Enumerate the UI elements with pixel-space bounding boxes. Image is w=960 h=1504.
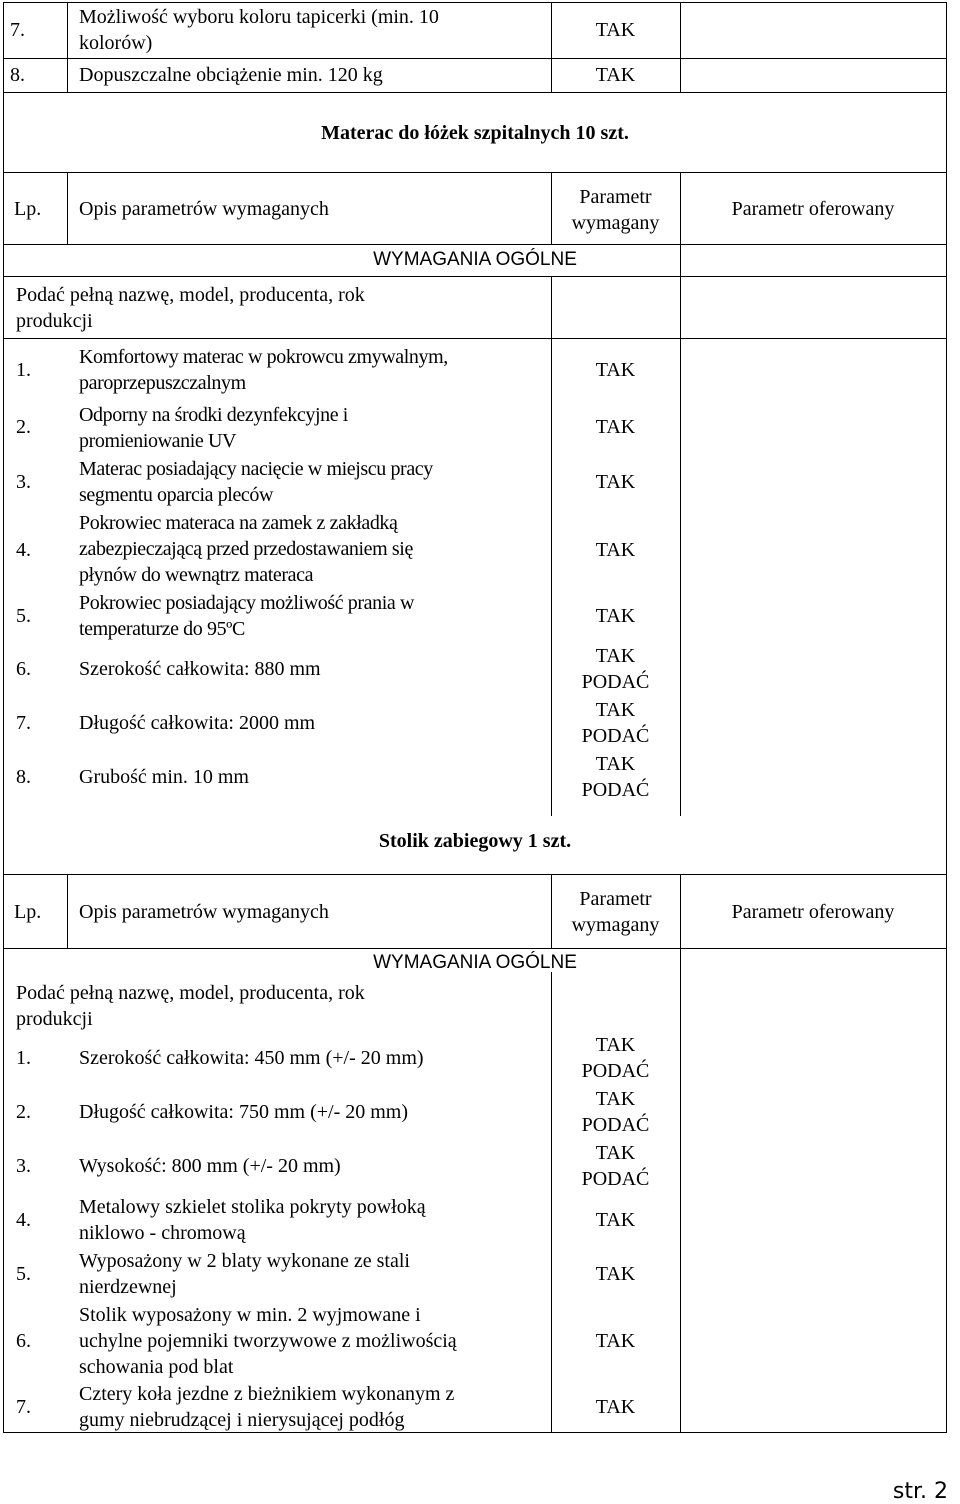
item-description: zabezpieczającą przed przedostawaniem się [79,538,413,560]
item-description: Grubość min. 10 mm [79,766,249,788]
item-description: Długość całkowita: 2000 mm [79,712,316,734]
general-requirements-heading: WYMAGANIA OGÓLNE [373,249,577,270]
item-number: 7. [16,712,31,734]
general-requirements-heading: WYMAGANIA OGÓLNE [373,952,577,973]
item-description: płynów do wewnątrz materaca [79,564,314,586]
header-lp: Lp. [14,198,42,220]
required-value: TAK [595,1396,636,1418]
header-required: wymagany [571,212,660,234]
required-value: TAK [595,645,636,667]
required-value: TAK [595,753,636,775]
required-value: TAK [595,1034,636,1056]
item-description: uchylne pojemniki tworzywowe z możliwością [79,1330,457,1352]
item-number: 3. [16,471,31,493]
name-model-prompt: produkcji [16,1008,93,1030]
item-description: Komfortowy materac w pokrowcu zmywalnym, [79,346,448,368]
item-number: 1. [16,1047,31,1069]
name-model-prompt: produkcji [16,310,93,332]
row-description: Dopuszczalne obciążenie min. 120 kg [79,64,383,86]
required-value: TAK [595,1209,636,1231]
row-description: Możliwość wyboru koloru tapicerki (min. 10 [79,6,439,28]
item-number: 5. [16,605,31,627]
item-description: Metalowy szkielet stolika pokryty powłoką [79,1196,426,1218]
required-value: TAK [595,416,636,438]
required-value: TAK [595,605,636,627]
item-number: 2. [16,1101,31,1123]
page-number: str. 2 [892,1479,948,1504]
row-description: kolorów) [79,32,153,54]
item-description: segmentu oparcia pleców [79,484,274,506]
item-number: 8. [16,766,31,788]
item-description: Szerokość całkowita: 450 mm (+/- 20 mm) [79,1047,424,1069]
required-value: PODAĆ [581,1060,650,1082]
item-description: Cztery koła jezdne z bieżnikiem wykonanym z [79,1383,455,1405]
required-value: PODAĆ [581,671,650,693]
name-model-prompt: Podać pełną nazwę, model, producenta, rok [16,982,365,1004]
item-description: schowania pod blat [79,1356,234,1378]
item-number: 6. [16,658,31,680]
item-description: Pokrowiec posiadający możliwość prania w [79,592,415,614]
header-lp: Lp. [14,901,42,923]
row-number: 8. [10,64,25,86]
item-number: 4. [16,539,31,561]
required-value: TAK [595,539,636,561]
item-description: Wyposażony w 2 blaty wykonane ze stali [79,1250,410,1272]
item-number: 5. [16,1263,31,1285]
header-offered: Parametr oferowany [731,901,895,923]
required-value: TAK [595,1088,636,1110]
header-required: Parametr [579,186,652,208]
name-model-prompt: Podać pełną nazwę, model, producenta, rok [16,284,365,306]
item-description: Wysokość: 800 mm (+/- 20 mm) [79,1155,341,1177]
item-description: Stolik wyposażony w min. 2 wyjmowane i [79,1304,421,1326]
header-required: wymagany [571,914,660,936]
header-description: Opis parametrów wymaganych [79,901,329,923]
item-description: Szerokość całkowita: 880 mm [79,658,321,680]
item-number: 1. [16,359,31,381]
required-value: TAK [595,359,636,381]
item-description: Długość całkowita: 750 mm (+/- 20 mm) [79,1101,409,1123]
required-value: PODAĆ [581,1114,650,1136]
item-number: 3. [16,1155,31,1177]
item-description: gumy niebrudzącej i nierysującej podłóg [79,1409,405,1431]
item-number: 6. [16,1330,31,1352]
required-value: TAK [595,64,636,86]
row-number: 7. [10,19,25,41]
required-value: PODAĆ [581,1168,650,1190]
header-required: Parametr [579,888,652,910]
required-value: TAK [595,1330,636,1352]
required-value: PODAĆ [581,779,650,801]
item-number: 2. [16,416,31,438]
header-offered: Parametr oferowany [731,198,895,220]
required-value: TAK [595,699,636,721]
item-description: Odporny na środki dezynfekcyjne i [79,404,348,426]
required-value: TAK [595,1142,636,1164]
section-title: Materac do łóżek szpitalnych 10 szt. [321,122,629,144]
required-value: PODAĆ [581,725,650,747]
required-value: TAK [595,1263,636,1285]
item-description: niklowo - chromową [79,1222,246,1244]
item-number: 7. [16,1396,31,1418]
required-value: TAK [595,19,636,41]
item-description: promieniowanie UV [79,430,237,452]
required-value: TAK [595,471,636,493]
item-description: Materac posiadający nacięcie w miejscu pracy [79,458,433,480]
item-description: Pokrowiec materaca na zamek z zakładką [79,512,398,534]
item-description: nierdzewnej [79,1276,177,1298]
header-description: Opis parametrów wymaganych [79,198,329,220]
item-description: temperaturze do 95ºC [79,618,245,640]
section-title: Stolik zabiegowy 1 szt. [378,830,572,852]
item-description: paroprzepuszczalnym [79,372,246,394]
item-number: 4. [16,1209,31,1231]
